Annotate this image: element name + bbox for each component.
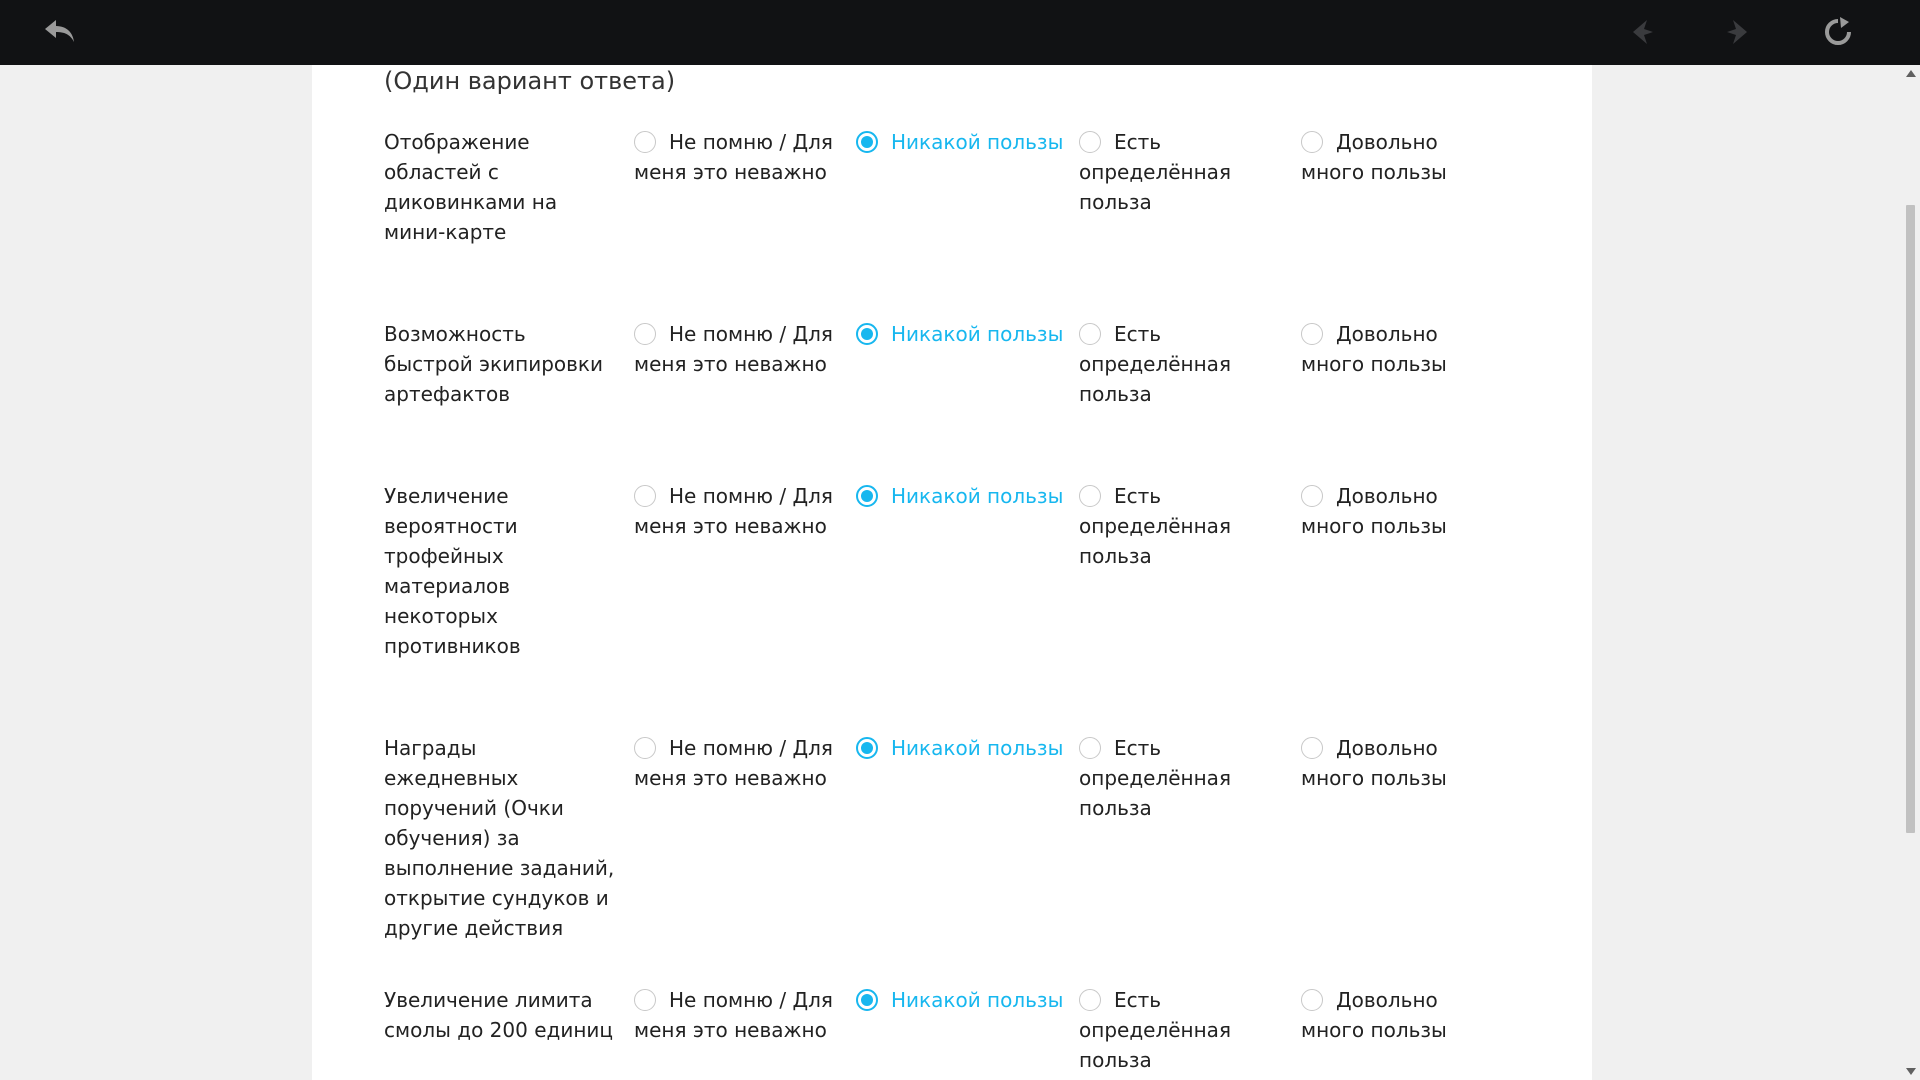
question-label: Награды ежедневных поручений (Очки обучения) за выполнение заданий, открытие сундуков и другие действия — [384, 736, 615, 940]
question-label: Увеличение лимита смолы до 200 единиц — [384, 988, 614, 1042]
radio-button[interactable] — [634, 323, 656, 345]
option-label-line: определённая польза — [1079, 352, 1231, 406]
option-label-line: Довольно — [1336, 322, 1438, 346]
answer-option-1[interactable] — [856, 481, 1066, 511]
answer-option-2[interactable] — [1079, 985, 1289, 1075]
answer-option-label — [891, 127, 1063, 157]
answer-option-label — [1301, 319, 1447, 379]
answer-option-label — [634, 319, 833, 379]
option-label-line: определённая польза — [1079, 160, 1231, 214]
vertical-scrollbar[interactable] — [1901, 65, 1920, 1080]
radio-button[interactable] — [1079, 989, 1101, 1011]
option-label-line: Довольно — [1336, 988, 1438, 1012]
answer-option-label — [891, 319, 1063, 349]
answer-option-0[interactable] — [634, 733, 844, 793]
answer-option-label — [891, 985, 1063, 1015]
answer-option-label — [1079, 481, 1289, 571]
answer-option-label — [891, 733, 1063, 763]
answer-option-3[interactable] — [1301, 733, 1511, 793]
question-label: Увеличение вероятности трофейных материалов некоторых противников — [384, 484, 521, 658]
option-label-line: Никакой пользы — [891, 322, 1064, 346]
answer-option-label — [634, 733, 833, 793]
option-label-line: меня это неважно — [634, 352, 827, 376]
option-label-line: Не помню / Для — [669, 322, 833, 346]
radio-button[interactable] — [856, 737, 878, 759]
radio-button[interactable] — [1079, 737, 1101, 759]
answer-option-label — [1079, 127, 1289, 217]
answer-option-label — [891, 481, 1063, 511]
answer-option-label — [634, 985, 833, 1045]
answer-option-label — [1079, 733, 1289, 823]
option-label-line: определённая польза — [1079, 766, 1231, 820]
radio-button[interactable] — [1079, 485, 1101, 507]
option-label-line: Никакой пользы — [891, 988, 1064, 1012]
answer-option-2[interactable] — [1079, 733, 1289, 823]
option-label-line: Довольно — [1336, 736, 1438, 760]
option-label-line: меня это неважно — [634, 766, 827, 790]
back-arrow-icon[interactable] — [38, 10, 82, 54]
answer-option-2[interactable] — [1079, 481, 1289, 571]
next-icon[interactable] — [1716, 10, 1760, 54]
option-label-line: Довольно — [1336, 130, 1438, 154]
answer-option-label — [1301, 481, 1447, 541]
option-label-line: много пользы — [1301, 1018, 1447, 1042]
answer-option-3[interactable] — [1301, 481, 1511, 541]
answer-option-label — [634, 481, 833, 541]
answer-option-label — [634, 127, 833, 187]
scrollbar-thumb[interactable] — [1906, 205, 1915, 833]
radio-button[interactable] — [1301, 737, 1323, 759]
answer-option-3[interactable] — [1301, 127, 1511, 187]
radio-button[interactable] — [856, 131, 878, 153]
answer-option-3[interactable] — [1301, 319, 1511, 379]
option-label-line: Есть — [1114, 484, 1162, 508]
answer-option-0[interactable] — [634, 127, 844, 187]
option-label-line: меня это неважно — [634, 160, 827, 184]
question-label: Отображение областей с диковинками на мини-карте — [384, 130, 558, 244]
option-label-line: Не помню / Для — [669, 736, 833, 760]
option-label-line: определённая польза — [1079, 514, 1231, 568]
radio-button[interactable] — [1301, 989, 1323, 1011]
option-label-line: Не помню / Для — [669, 988, 833, 1012]
radio-button[interactable] — [1301, 323, 1323, 345]
answer-option-2[interactable] — [1079, 127, 1289, 217]
option-label-line: Довольно — [1336, 484, 1438, 508]
scroll-down-icon[interactable] — [1901, 1063, 1920, 1080]
radio-button[interactable] — [1079, 131, 1101, 153]
radio-button[interactable] — [856, 485, 878, 507]
option-label-line: Не помню / Для — [669, 484, 833, 508]
answer-option-3[interactable] — [1301, 985, 1511, 1045]
option-label-line: много пользы — [1301, 766, 1447, 790]
answer-option-label — [1301, 985, 1447, 1045]
radio-button[interactable] — [634, 989, 656, 1011]
option-label-line: много пользы — [1301, 514, 1447, 538]
answer-option-1[interactable] — [856, 733, 1066, 763]
option-label-line: Есть — [1114, 736, 1162, 760]
radio-button[interactable] — [1301, 485, 1323, 507]
answer-option-1[interactable] — [856, 319, 1066, 349]
answer-option-0[interactable] — [634, 481, 844, 541]
question-label: Возможность быстрой экипировки артефактов — [384, 322, 603, 406]
page-viewport — [0, 65, 1901, 1080]
option-label-line: Никакой пользы — [891, 736, 1064, 760]
option-label-line: Никакой пользы — [891, 130, 1064, 154]
radio-button[interactable] — [1079, 323, 1101, 345]
option-label-line: определённая польза — [1079, 1018, 1231, 1072]
option-label-line: Никакой пользы — [891, 484, 1064, 508]
option-label-line: много пользы — [1301, 160, 1447, 184]
browser-toolbar — [0, 0, 1920, 65]
answer-option-0[interactable] — [634, 985, 844, 1045]
scroll-up-icon[interactable] — [1901, 65, 1920, 82]
option-label-line: Есть — [1114, 988, 1162, 1012]
option-label-line: меня это неважно — [634, 1018, 827, 1042]
option-label-line: меня это неважно — [634, 514, 827, 538]
previous-icon[interactable] — [1620, 10, 1664, 54]
option-label-line: Есть — [1114, 130, 1162, 154]
answer-option-1[interactable] — [856, 127, 1066, 157]
reload-icon[interactable] — [1816, 10, 1860, 54]
option-label-line: много пользы — [1301, 352, 1447, 376]
answer-option-label — [1079, 319, 1289, 409]
radio-button[interactable] — [1301, 131, 1323, 153]
answer-option-label — [1301, 127, 1447, 187]
answer-option-1[interactable] — [856, 985, 1066, 1015]
survey-sheet — [312, 65, 1592, 1080]
answer-option-label — [1301, 733, 1447, 793]
radio-button[interactable] — [634, 737, 656, 759]
radio-button[interactable] — [856, 323, 878, 345]
radio-button[interactable] — [856, 989, 878, 1011]
answer-instruction: (Один вариант ответа) — [384, 67, 676, 95]
answer-option-2[interactable] — [1079, 319, 1289, 409]
option-label-line: Есть — [1114, 322, 1162, 346]
radio-button[interactable] — [634, 485, 656, 507]
radio-button[interactable] — [634, 131, 656, 153]
option-label-line: Не помню / Для — [669, 130, 833, 154]
answer-option-0[interactable] — [634, 319, 844, 379]
answer-option-label — [1079, 985, 1289, 1075]
